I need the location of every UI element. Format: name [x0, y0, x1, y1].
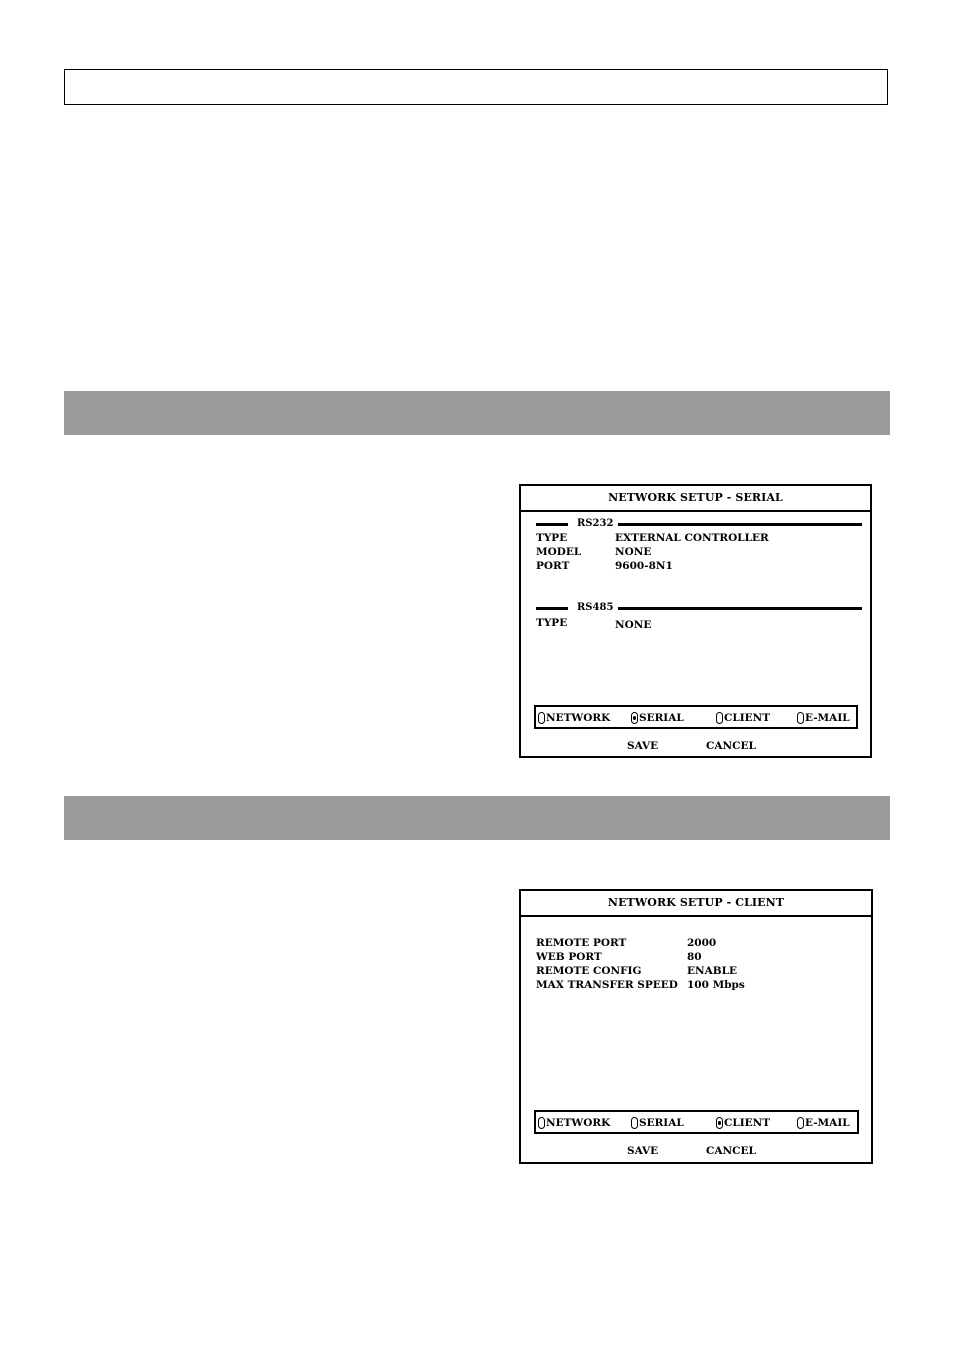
tab-network[interactable]	[538, 709, 610, 727]
web-port-key: WEB PORT	[536, 951, 602, 963]
rs232-port-value[interactable]: 9600-8N1	[615, 560, 673, 572]
section-header-band	[64, 391, 890, 435]
dialog-title: NETWORK SETUP - SERIAL	[521, 486, 870, 512]
rs485-section-header	[536, 601, 864, 615]
tab-label: E-MAIL	[805, 1117, 850, 1129]
cancel-button[interactable]: CANCEL	[706, 1145, 756, 1157]
tab-email[interactable]	[797, 1114, 850, 1132]
radio-icon	[797, 1117, 804, 1129]
tab-serial[interactable]	[631, 709, 684, 727]
remote-config-key: REMOTE CONFIG	[536, 965, 642, 977]
tab-label: SERIAL	[639, 712, 684, 724]
save-button[interactable]: SAVE	[627, 1145, 659, 1157]
tab-email[interactable]	[797, 709, 850, 727]
divider	[618, 523, 862, 526]
radio-selected-icon	[716, 1117, 723, 1129]
rs232-port-key: PORT	[536, 560, 570, 572]
rs232-model-key: MODEL	[536, 546, 582, 558]
tab-network[interactable]	[538, 1114, 610, 1132]
radio-icon	[716, 712, 723, 724]
rs232-section-header	[536, 517, 864, 531]
divider	[536, 607, 568, 610]
radio-selected-icon	[631, 712, 638, 724]
divider	[618, 607, 862, 610]
section-header-band	[64, 796, 890, 840]
web-port-value[interactable]: 80	[687, 951, 702, 963]
setup-tab-bar	[534, 705, 858, 729]
tab-label: CLIENT	[724, 1117, 771, 1129]
radio-icon	[631, 1117, 638, 1129]
rs232-type-value[interactable]: EXTERNAL CONTROLLER	[615, 532, 769, 544]
cancel-button[interactable]: CANCEL	[706, 740, 756, 752]
remote-port-value[interactable]: 2000	[687, 937, 717, 949]
max-transfer-speed-value[interactable]: 100 Mbps	[687, 979, 745, 991]
network-setup-client-dialog	[519, 889, 873, 1164]
tab-client[interactable]	[716, 709, 770, 727]
rs485-label: RS485	[577, 602, 614, 613]
max-transfer-speed-key: MAX TRANSFER SPEED	[536, 979, 678, 991]
save-button[interactable]: SAVE	[627, 740, 659, 752]
tab-client[interactable]	[716, 1114, 770, 1132]
tab-label: NETWORK	[546, 1117, 611, 1129]
tab-label: SERIAL	[639, 1117, 684, 1129]
rs232-label: RS232	[577, 518, 614, 529]
radio-icon	[538, 1117, 545, 1129]
rs232-model-value[interactable]: NONE	[615, 546, 652, 558]
remote-config-value[interactable]: ENABLE	[687, 965, 738, 977]
rs232-type-key: TYPE	[536, 532, 568, 544]
dialog-title: NETWORK SETUP - CLIENT	[521, 891, 871, 917]
remote-port-key: REMOTE PORT	[536, 937, 627, 949]
network-setup-serial-dialog	[519, 484, 872, 758]
tab-serial[interactable]	[631, 1114, 684, 1132]
tab-label: CLIENT	[724, 712, 771, 724]
setup-tab-bar	[534, 1110, 859, 1134]
divider	[536, 523, 568, 526]
rs485-type-key: TYPE	[536, 617, 568, 629]
tab-label: E-MAIL	[805, 712, 850, 724]
radio-icon	[538, 712, 545, 724]
rs485-type-value[interactable]: NONE	[615, 619, 652, 631]
page-header-box	[64, 69, 888, 105]
tab-label: NETWORK	[546, 712, 611, 724]
radio-icon	[797, 712, 804, 724]
